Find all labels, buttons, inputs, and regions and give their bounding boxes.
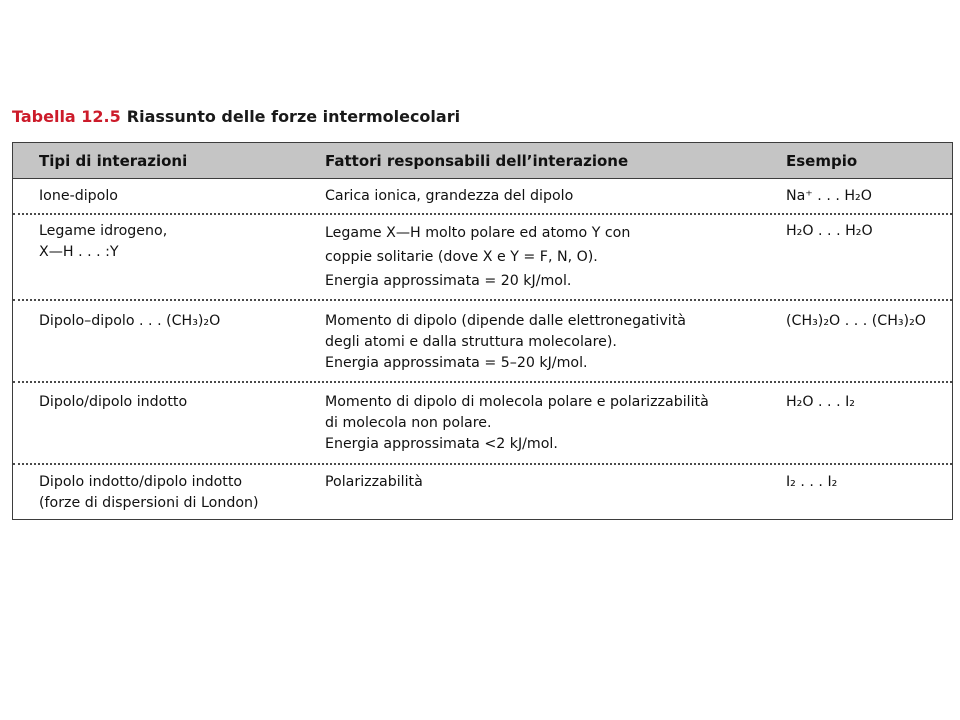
cell-example: (CH₃)₂O . . . (CH₃)₂O: [786, 313, 926, 329]
cell-example: Na⁺ . . . H₂O: [786, 188, 872, 204]
cell-line: Polarizzabilità: [325, 474, 423, 490]
cell-line: Energia approssimata = 5–20 kJ/mol.: [325, 355, 588, 371]
cell-factors: [325, 472, 423, 493]
cell-factors: [325, 186, 573, 207]
table-row: [13, 465, 952, 519]
cell-factors: [325, 392, 709, 455]
cell-line: (forze di dispersioni di London): [39, 495, 259, 511]
cell-factors: [325, 221, 630, 293]
cell-interaction-type: [39, 472, 259, 514]
cell-line: Dipolo indotto/dipolo indotto: [39, 474, 243, 490]
table-row: [13, 215, 952, 301]
cell-line: Momento di dipolo di molecola polare e polarizzabilità: [325, 394, 709, 410]
cell-line: degli atomi e dalla struttura molecolare).: [325, 334, 617, 350]
table-row: [13, 179, 952, 215]
cell-example: I₂ . . . I₂: [786, 474, 838, 490]
cell-line: di molecola non polare.: [325, 415, 492, 431]
table-title: Riassunto delle forze intermolecolari: [126, 107, 461, 126]
table-caption: [12, 107, 460, 126]
cell-line: Legame X—H molto polare ed atomo Y con: [325, 225, 631, 241]
cell-line: Legame idrogeno,: [39, 223, 168, 239]
cell-line: coppie solitarie (dove X e Y = F, N, O).: [325, 249, 598, 265]
cell-example: H₂O . . . I₂: [786, 394, 855, 410]
table-row: [13, 301, 952, 383]
intermolecular-forces-table: [12, 142, 953, 520]
cell-line: Carica ionica, grandezza del dipolo: [325, 188, 574, 204]
cell-line: Ione-dipolo: [39, 188, 118, 204]
cell-line: Energia approssimata <2 kJ/mol.: [325, 436, 558, 452]
cell-line: Energia approssimata = 20 kJ/mol.: [325, 273, 572, 289]
cell-example: H₂O . . . H₂O: [786, 223, 873, 239]
cell-line: Dipolo–dipolo . . . (CH₃)₂O: [39, 313, 221, 329]
table-row: [13, 383, 952, 465]
header-example: Esempio: [786, 152, 858, 170]
cell-line: Momento di dipolo (dipende dalle elettronegatività: [325, 313, 686, 329]
table-header-row: [13, 143, 952, 179]
cell-factors: [325, 311, 686, 374]
cell-interaction-type: [39, 392, 187, 413]
header-factors: Fattori responsabili dell’interazione: [325, 152, 629, 170]
cell-interaction-type: [39, 311, 220, 332]
header-interaction-type: Tipi di interazioni: [39, 152, 188, 170]
cell-line: Dipolo/dipolo indotto: [39, 394, 188, 410]
cell-line: X—H . . . :Y: [39, 244, 119, 260]
table-number: Tabella 12.5: [12, 107, 121, 126]
cell-interaction-type: [39, 221, 167, 263]
cell-interaction-type: [39, 186, 118, 207]
